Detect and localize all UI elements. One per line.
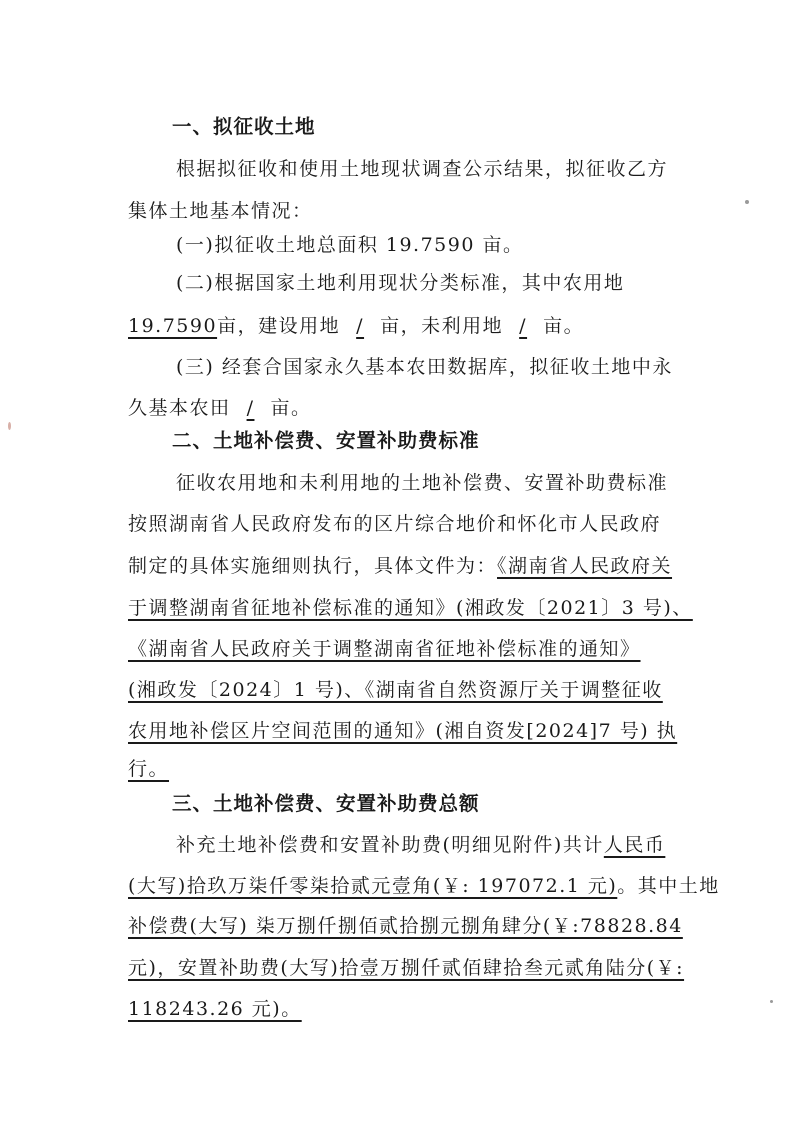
farmland-area-value: 19.7590 xyxy=(128,315,218,337)
section-3-line-1 xyxy=(176,830,665,860)
basic-farmland-unit: 亩。 xyxy=(270,397,312,419)
section-2-file-line-3: (湘政发〔2024〕1 号)、《湖南省自然资源厅关于调整征收 xyxy=(128,679,663,701)
section-1-heading: 一、拟征收土地 xyxy=(172,115,316,138)
land-compensation-amount: 补偿费(大写) 柒万捌仟捌佰贰拾捌元捌角肆分(￥:78828.84 xyxy=(128,915,683,937)
basic-farmland-blank: / xyxy=(246,397,255,419)
unused-land-blank: / xyxy=(519,315,528,337)
section-1-land-use-line xyxy=(128,311,584,341)
resettlement-subsidy-amount: 元)，安置补助费(大写)拾壹万捌仟贰佰肆拾叁元贰角陆分(￥: xyxy=(128,957,685,979)
section-2-file-line-4: 农用地补偿区片空间范围的通知》(湘自资发[2024]7 号) 执 xyxy=(128,720,678,742)
files-intro: 制定的具体实施细则执行，具体文件为： xyxy=(128,555,498,577)
construction-land-blank: / xyxy=(356,315,365,337)
section-1-item-2: (二)根据国家土地利用现状分类标准，其中农用地 xyxy=(176,272,625,294)
section-2-heading: 二、土地补偿费、安置补助费标准 xyxy=(172,429,480,452)
file-title-start: 《湖南省人民政府关 xyxy=(497,555,673,577)
section-2-file-line-5: 行。 xyxy=(128,758,170,780)
scan-speck xyxy=(8,422,11,430)
construction-land-label: 亩，建设用地 xyxy=(217,315,341,337)
section-1-item-3: (三) 经套合国家永久基本农田数据库，拟征收土地中永 xyxy=(176,356,673,378)
section-1-item-1: (一)拟征收土地总面积 19.7590 亩。 xyxy=(176,234,524,256)
section-2-file-line-2: 《湖南省人民政府关于调整湖南省征地补偿标准的通知》 xyxy=(128,638,641,660)
basic-farmland-label: 久基本农田 xyxy=(128,397,231,419)
total-amount: (大写)拾玖万柒仟零柒拾贰元壹角(￥: 197072.1 元) xyxy=(128,875,618,897)
section-1-item-3-cont xyxy=(128,393,312,423)
scan-speck xyxy=(770,1000,773,1003)
section-2-line-3 xyxy=(128,551,672,581)
section-3-heading: 三、土地补偿费、安置补助费总额 xyxy=(172,792,480,815)
section-2-file-line-1: 于调整湖南省征地补偿标准的通知》(湘政发〔2021〕3 号)、 xyxy=(128,597,693,619)
resettlement-subsidy-amount-cont: 118243.26 元)。 xyxy=(128,998,302,1020)
section-2-line-1: 征收农用地和未利用地的土地补偿费、安置补助费标准 xyxy=(176,472,669,494)
unused-land-label: 亩，未利用地 xyxy=(380,315,504,337)
section-1-line-2: 集体土地基本情况： xyxy=(128,200,313,222)
currency-label: 人民币 xyxy=(603,834,666,856)
section-3-line-2 xyxy=(128,871,720,901)
total-amount-tail: 。其中土地 xyxy=(617,875,720,897)
total-intro: 补充土地补偿费和安置补助费(明细见附件)共计 xyxy=(176,834,604,856)
section-1-line-1: 根据拟征收和使用土地现状调查公示结果，拟征收乙方 xyxy=(176,158,669,180)
scan-speck xyxy=(745,200,749,204)
section-2-line-2: 按照湖南省人民政府发布的区片综合地价和怀化市人民政府 xyxy=(128,513,662,535)
unit-mu: 亩。 xyxy=(543,315,585,337)
